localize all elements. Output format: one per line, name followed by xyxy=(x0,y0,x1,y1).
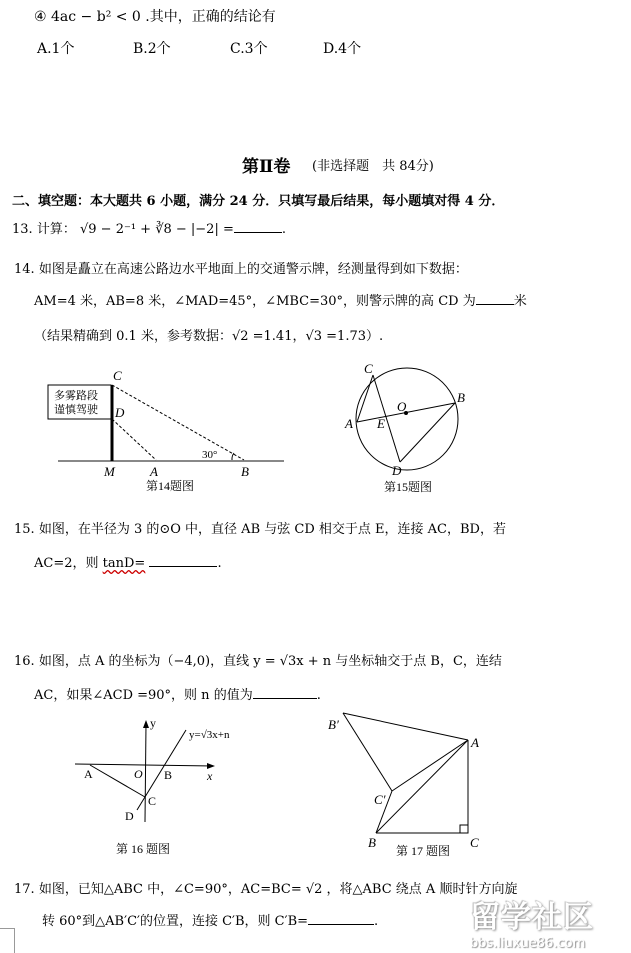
segment-b-prime-c-prime xyxy=(343,713,392,791)
segment-ba xyxy=(376,740,468,833)
line-bc xyxy=(112,385,244,460)
fig17-caption: 第 17 题图 xyxy=(396,844,451,858)
label-c: C xyxy=(113,368,122,383)
q12-statement: ④ 4ac − b² < 0 .其中，正确的结论有 xyxy=(34,9,276,25)
q15-number: 15. xyxy=(14,522,35,537)
watermark-url: bbs.liuxue86.com xyxy=(470,936,586,951)
section-heading: 二、填空题：本大题共 6 小题，满分 24 分．只填写最后结果，每小题填对得 4 分． xyxy=(12,194,505,209)
label-c-prime: C′ xyxy=(374,792,386,807)
x-axis xyxy=(75,764,213,766)
q12-option-c: C.3个 xyxy=(230,41,268,57)
question-14 xyxy=(14,258,468,277)
fig14-caption: 第14题图 xyxy=(146,479,195,493)
label-d: D xyxy=(392,463,402,478)
q13-number: 13. xyxy=(12,222,33,237)
label-o: O xyxy=(397,399,407,414)
q12-option-d: D.4个 xyxy=(323,41,362,57)
q14-line2-text: AM=4 米，AB=8 米，∠MAD=45°，∠MBC=30°，则警示牌的高 CD 为 xyxy=(34,294,476,309)
segment-c-prime-a xyxy=(392,740,468,791)
figure-16 xyxy=(60,710,260,860)
label-b: B xyxy=(457,390,465,405)
q13-suffix: . xyxy=(281,222,286,237)
angle-arc xyxy=(232,453,234,460)
angle-label: 30° xyxy=(202,449,218,461)
label-a: A xyxy=(471,735,479,750)
question-13 xyxy=(12,218,286,237)
label-a: A xyxy=(84,767,93,781)
y-axis xyxy=(145,724,146,822)
q13-answer-blank[interactable] xyxy=(234,220,282,233)
q12-option-a: A.1个 xyxy=(37,41,75,57)
label-d: D xyxy=(115,405,125,420)
part2-title: 第Ⅱ卷 xyxy=(242,157,291,177)
label-c: C xyxy=(148,794,157,808)
q16-number: 16. xyxy=(14,654,35,669)
part2-subtitle: (非选择题 共 84分) xyxy=(312,159,434,174)
question-17 xyxy=(14,878,517,897)
q13-prefix: 计算： xyxy=(36,222,76,237)
q15-suffix: . xyxy=(217,556,222,571)
q12-option-b: B.2个 xyxy=(133,41,171,57)
question-16 xyxy=(14,650,502,669)
q15-answer-blank[interactable] xyxy=(149,554,217,567)
segment-b-prime-a xyxy=(343,713,468,740)
q15-line1: 如图，在半径为 3 的⊙O 中，直径 AB 与弦 CD 相交于点 E，连接 AC，BD，若 xyxy=(38,522,506,537)
q17-line2 xyxy=(42,910,378,929)
figure-17 xyxy=(310,705,510,865)
figure-14 xyxy=(40,362,300,502)
q17-number: 17. xyxy=(14,882,35,897)
label-b: B xyxy=(368,835,376,850)
q13-expression: √9 − 2⁻¹ + ∛8 − |−2| = xyxy=(79,222,234,237)
label-o: O xyxy=(134,767,143,781)
q14-line1: 如图是矗立在高速公路边水平地面上的交通警示牌，经测量得到如下数据： xyxy=(38,262,468,277)
q16-suffix: . xyxy=(316,688,321,703)
q16-line1: 如图，点 A 的坐标为（−4,0)，直线 y = √3x + n 与坐标轴交于点 B，C，连结 xyxy=(38,654,502,669)
label-c: C xyxy=(470,835,479,850)
label-d: D xyxy=(125,809,134,823)
q17-line2-text: 转 60°到△AB′C′的位置，连接 C′B，则 C′B= xyxy=(42,914,309,929)
q14-line3: （结果精确到 0.1 米，参考数据：√2 =1.41，√3 =1.73）. xyxy=(34,329,384,344)
watermark-title: 留学社区 xyxy=(470,900,594,935)
label-a: A xyxy=(345,416,353,431)
label-y: y xyxy=(150,716,156,730)
q16-answer-blank[interactable] xyxy=(253,686,317,699)
label-e: E xyxy=(377,416,385,431)
fig15-caption: 第15题图 xyxy=(384,480,433,494)
line-equation-label: y=√3x+n xyxy=(189,729,230,741)
fig16-caption: 第 16 题图 xyxy=(116,842,171,856)
q15-tan-d: tanD= xyxy=(102,556,146,571)
label-a: A xyxy=(150,464,158,479)
q15-line2-prefix: AC=2，则 xyxy=(34,556,103,571)
q15-line2 xyxy=(34,552,222,571)
q17-suffix: . xyxy=(374,914,379,929)
q16-line2-text: AC，如果∠ACD =90°，则 n 的值为 xyxy=(34,688,253,703)
right-angle-mark xyxy=(460,825,468,833)
q14-line2 xyxy=(34,290,527,309)
line-ad xyxy=(112,419,156,460)
question-15 xyxy=(14,518,506,537)
label-x: x xyxy=(207,769,213,783)
page-corner-mark xyxy=(0,928,15,953)
y-axis-arrow xyxy=(143,720,149,728)
line-y-root3x-n xyxy=(137,730,186,810)
q14-number: 14. xyxy=(14,262,35,277)
q17-line1: 如图，已知△ABC 中，∠C=90°，AC=BC= √2 ，将△ABC 绕点 A 顺时针方向旋 xyxy=(38,882,518,897)
watermark xyxy=(470,892,630,952)
segment-ac xyxy=(357,375,373,422)
q14-line2-suffix: 米 xyxy=(513,294,527,309)
figure-15 xyxy=(330,355,490,500)
q14-answer-blank[interactable] xyxy=(476,292,514,305)
q16-line2 xyxy=(34,684,321,703)
label-c: C xyxy=(364,361,373,376)
sign-text-1: 多雾路段 xyxy=(54,390,98,402)
label-m: M xyxy=(104,464,115,479)
sign-text-2: 谨慎驾驶 xyxy=(54,404,98,416)
q17-answer-blank[interactable] xyxy=(308,912,374,925)
label-b: B xyxy=(241,464,249,479)
label-b: B xyxy=(164,768,173,782)
label-b-prime: B′ xyxy=(328,717,339,732)
